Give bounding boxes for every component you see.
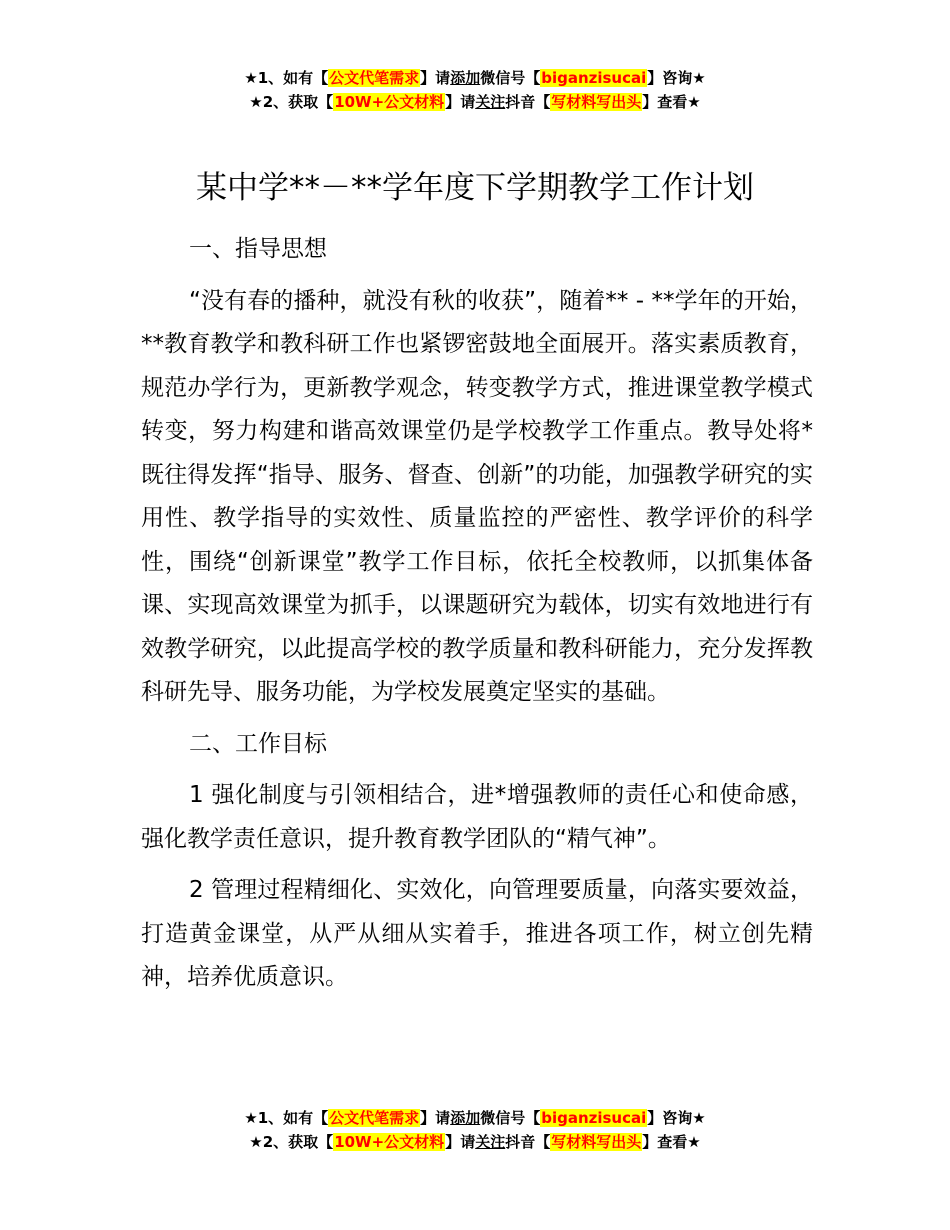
paragraph-goal-1: 1 强化制度与引领相结合，进*增强教师的责任心和使命感，强化教学责任意识，提升教育教学团队的“精气神”。 [141, 782, 813, 852]
section-heading-work-goals: 二、工作目标 [189, 730, 327, 757]
banner-line-1: ★1、如有【公文代笔需求】请添加微信号【biganzisucai】咨询★ [244, 69, 706, 87]
highlight-writing-service: 公文代笔需求 [329, 69, 420, 87]
paragraph-goal-2: 2 管理过程精细化、实效化，向管理要质量，向落实要效益，打造黄金课堂，从严从细从实着手，推进各项工作，树立创先精神，培养优质意识。 [141, 877, 813, 990]
bottom-banner [0, 1106, 950, 1154]
banner-line-2: ★2、获取【10W+公文材料】请关注抖音【写材料写出头】查看★ [249, 1133, 701, 1151]
highlight-wechat-id: biganzisucai [541, 1109, 647, 1127]
highlight-materials: 10W+公文材料 [334, 93, 445, 111]
paragraph-guiding-ideology: “没有春的播种，就没有秋的收获”，随着** - **学年的开始，**教育教学和教科研工作也紧锣密鼓地全面展开。落实素质教育，规范办学行为，更新教学观念，转变教学方式，推进课堂教学模式转变，努力构建和谐高效课堂仍是学校教学工作重点。教导处将*既往得发挥“指导、服务、督查、创新”的功能，加强教学研究的实用性、教学指导的实效性、质量监控的严密性、教学评价的科学性，围绕“创新课堂”教学工作目标，依托全校教师，以抓集体备课、实现高效课堂为抓手，以课题研究为载体，切实有效地进行有效教学研究，以此提高学校的教学质量和教科研能力，充分发挥教科研先导、服务功能，为学校发展奠定坚实的基础。 [141, 287, 813, 705]
banner-line-2: ★2、获取【10W+公文材料】请关注抖音【写材料写出头】查看★ [249, 93, 701, 111]
top-banner [0, 66, 950, 114]
highlight-materials: 10W+公文材料 [334, 1133, 445, 1151]
highlight-writing-service: 公文代笔需求 [329, 1109, 420, 1127]
section-heading-guiding-ideology: 一、指导思想 [189, 236, 327, 262]
document-body [141, 228, 813, 1008]
highlight-wechat-id: biganzisucai [541, 69, 647, 87]
highlight-douyin-account: 写材料写出头 [551, 1133, 642, 1151]
banner-line-1: ★1、如有【公文代笔需求】请添加微信号【biganzisucai】咨询★ [244, 1109, 706, 1127]
highlight-douyin-account: 写材料写出头 [551, 93, 642, 111]
document-title: 某中学**－**学年度下学期教学工作计划 [196, 170, 754, 206]
